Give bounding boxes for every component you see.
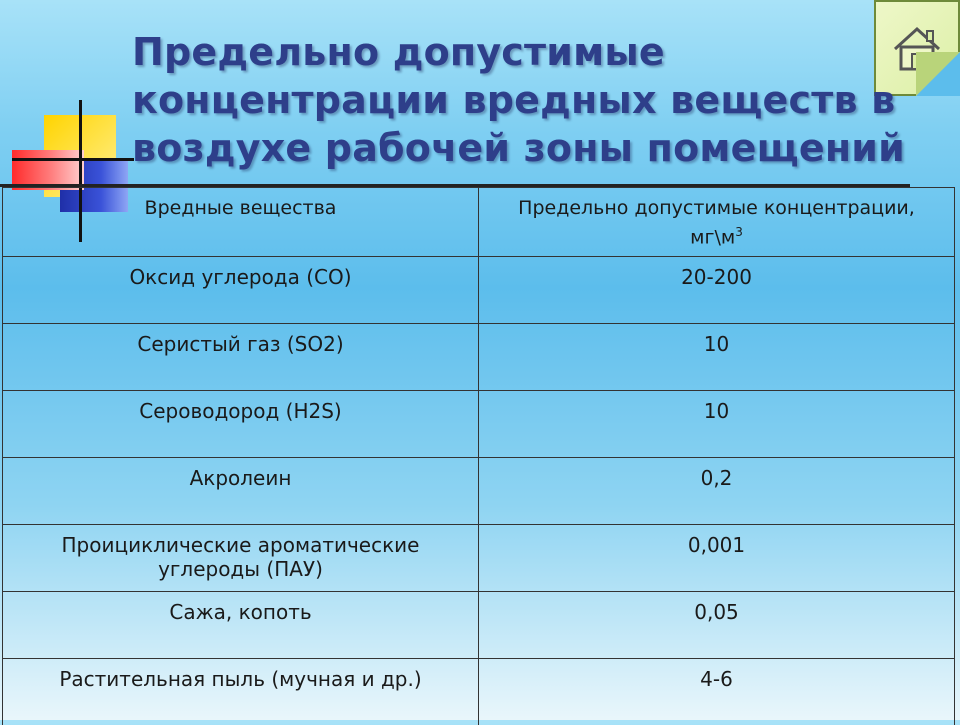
cell-substance: Проициклические ароматические углероды (ПАУ) xyxy=(3,525,479,592)
header-substance: Вредные вещества xyxy=(3,188,479,257)
cell-substance: Сероводород (H2S) xyxy=(3,391,479,458)
table-row xyxy=(3,458,955,525)
header-limit xyxy=(479,188,955,257)
cell-limit: 4-6 xyxy=(479,659,955,725)
title-line-1: Предельно допустимые xyxy=(132,30,665,74)
page-fold xyxy=(916,52,960,96)
table-row xyxy=(3,324,955,391)
header-limit-text: Предельно допустимые концентрации, xyxy=(518,197,915,219)
table-row xyxy=(3,257,955,324)
cell-substance: Сeристый газ (SO2) xyxy=(3,324,479,391)
pdk-table xyxy=(2,187,955,725)
header-limit-unit: мг\м xyxy=(690,226,735,248)
table-row xyxy=(3,592,955,659)
cell-limit: 10 xyxy=(479,324,955,391)
table-row xyxy=(3,391,955,458)
cell-substance: Растительная пыль (мучная и др.) xyxy=(3,659,479,725)
cell-substance: Оксид углерода (СО) xyxy=(3,257,479,324)
cell-limit: 0,001 xyxy=(479,525,955,592)
cell-limit: 0,2 xyxy=(479,458,955,525)
cell-limit: 0,05 xyxy=(479,592,955,659)
title-line-3: воздухе рабочей зоны помещений xyxy=(132,126,905,170)
cell-limit: 10 xyxy=(479,391,955,458)
cell-substance: Сажа, копоть xyxy=(3,592,479,659)
table-row xyxy=(3,525,955,592)
decor-horizontal-line xyxy=(12,158,134,161)
cell-limit: 20-200 xyxy=(479,257,955,324)
table-header-row xyxy=(3,188,955,257)
header-limit-unit-sup: 3 xyxy=(735,225,743,239)
table-row xyxy=(3,659,955,725)
title-line-2: концентрации вредных веществ в xyxy=(132,78,895,122)
slide-title xyxy=(132,28,922,172)
cell-substance: Акролеин xyxy=(3,458,479,525)
